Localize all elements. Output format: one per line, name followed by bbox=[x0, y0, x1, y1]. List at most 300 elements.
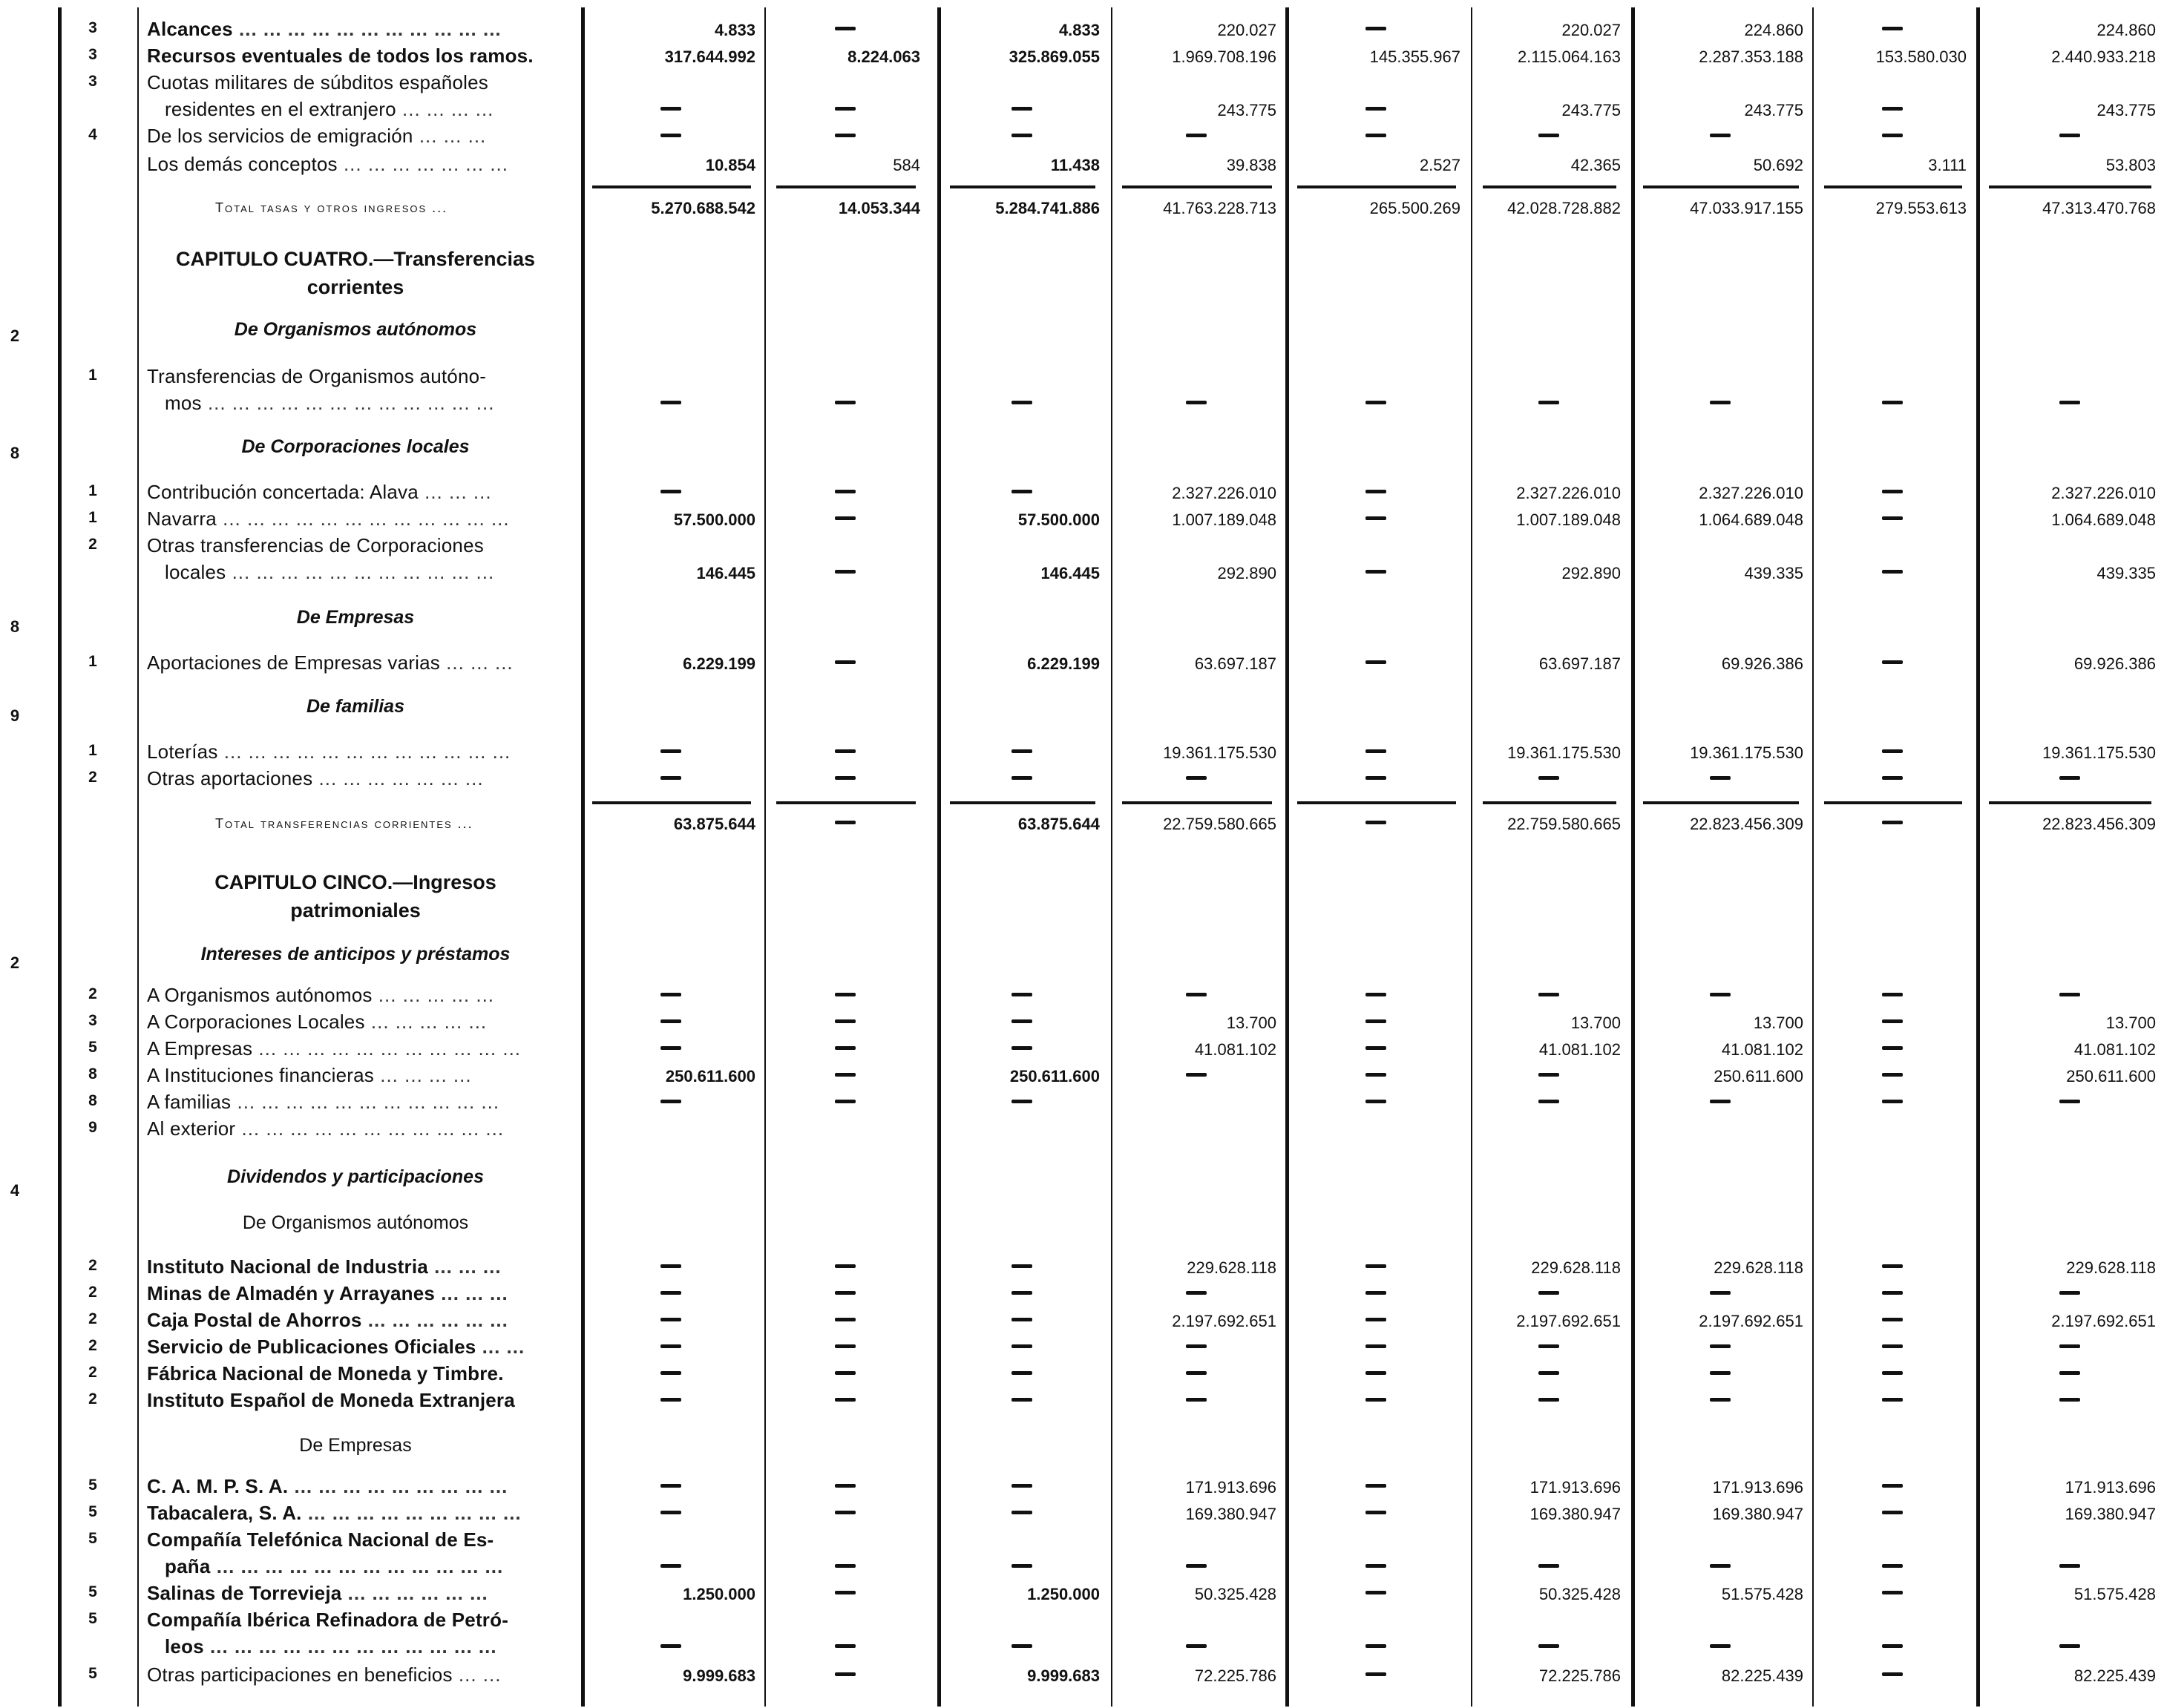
nil-dash bbox=[1365, 1291, 1386, 1295]
nil-dash bbox=[1882, 776, 1903, 780]
amount-cell: 63.697.187 bbox=[1194, 654, 1276, 673]
nil-dash bbox=[660, 1398, 681, 1402]
leader-dots: ... ... ... ... bbox=[374, 1064, 472, 1086]
leader-dots: ... ... ... ... ... ... ... ... ... bbox=[301, 1502, 522, 1524]
row-description bbox=[147, 508, 564, 531]
table-row bbox=[0, 1662, 2164, 1687]
total-rule bbox=[592, 801, 751, 804]
table-row bbox=[0, 1281, 2164, 1306]
nil-dash bbox=[1011, 1511, 1032, 1514]
row-description bbox=[147, 1582, 564, 1605]
amount-cell: 22.759.580.665 bbox=[1163, 815, 1276, 833]
table-row bbox=[0, 70, 2164, 95]
leader-dots: ... ... bbox=[476, 1336, 525, 1358]
table-row bbox=[0, 766, 2164, 791]
row-description-text: Recursos eventuales de todos los ramos. bbox=[147, 45, 534, 67]
rule-col-3 bbox=[937, 7, 941, 1707]
amount-cell: 41.081.102 bbox=[1194, 1040, 1276, 1059]
leader-dots: ... ... ... ... ... bbox=[372, 984, 495, 1006]
nil-dash bbox=[1011, 107, 1032, 111]
row-description-text: Compañía Telefónica Nacional de Es- bbox=[147, 1528, 494, 1551]
table-row bbox=[0, 1062, 2164, 1088]
leader-dots: ... ... ... ... ... ... ... ... ... ... ... ... bbox=[216, 508, 510, 530]
nil-dash bbox=[1710, 1291, 1731, 1295]
nil-dash bbox=[1186, 776, 1207, 780]
amount-cell: 1.007.189.048 bbox=[1172, 510, 1276, 529]
total-row bbox=[0, 194, 2164, 224]
amount-cell: 243.775 bbox=[1744, 101, 1803, 119]
table-row bbox=[0, 1334, 2164, 1359]
total-rule bbox=[1643, 185, 1799, 188]
amount-cell: 2.197.692.651 bbox=[1172, 1312, 1276, 1330]
nil-dash bbox=[1538, 1344, 1559, 1348]
row-description-text: Otras aportaciones bbox=[147, 767, 313, 789]
row-description bbox=[147, 534, 564, 557]
row-description bbox=[147, 45, 564, 68]
nil-dash bbox=[1710, 1371, 1731, 1375]
nil-dash bbox=[1365, 27, 1386, 30]
table-row bbox=[0, 559, 2164, 585]
leader-dots: ... ... ... ... ... ... ... bbox=[312, 767, 484, 789]
nil-dash bbox=[1882, 1318, 1903, 1321]
total-rule bbox=[950, 185, 1095, 188]
level-marker: 9 bbox=[10, 706, 20, 725]
row-description bbox=[147, 153, 564, 176]
row-code: 4 bbox=[88, 126, 97, 143]
row-description bbox=[147, 1528, 564, 1551]
nil-dash bbox=[1365, 401, 1386, 404]
nil-dash bbox=[1882, 749, 1903, 753]
nil-dash bbox=[660, 134, 681, 137]
amount-cell: 250.611.600 bbox=[1009, 1067, 1100, 1085]
amount-cell: 4.833 bbox=[1058, 21, 1100, 39]
amount-cell: 41.763.228.713 bbox=[1163, 199, 1276, 217]
nil-dash bbox=[1882, 993, 1903, 996]
nil-dash bbox=[660, 1264, 681, 1268]
amount-cell: 69.926.386 bbox=[2073, 654, 2156, 673]
nil-dash bbox=[1882, 1398, 1903, 1402]
total-rule bbox=[1483, 801, 1616, 804]
row-description-text: Minas de Almadén y Arrayanes bbox=[147, 1282, 436, 1304]
amount-cell: 229.628.118 bbox=[1187, 1258, 1276, 1277]
nil-dash bbox=[1710, 1344, 1731, 1348]
row-description bbox=[147, 1282, 564, 1305]
row-description bbox=[147, 1475, 564, 1498]
table-row bbox=[0, 1580, 2164, 1606]
leader-dots: ... ... ... ... ... ... ... ... ... ... ... bbox=[231, 1091, 500, 1113]
total-label: Total transferencias corrientes ... bbox=[215, 816, 473, 831]
row-code: 2 bbox=[88, 769, 97, 786]
total-rule bbox=[1989, 801, 2151, 804]
nil-dash bbox=[835, 1100, 856, 1103]
nil-dash bbox=[1882, 1672, 1903, 1676]
amount-cell: 6.229.199 bbox=[1027, 654, 1100, 673]
amount-cell: 8.224.063 bbox=[847, 47, 920, 66]
amount-cell: 19.361.175.530 bbox=[1507, 743, 1621, 762]
nil-dash bbox=[835, 1511, 856, 1514]
amount-cell: 229.628.118 bbox=[2066, 1258, 2156, 1277]
amount-cell: 220.027 bbox=[1217, 21, 1276, 39]
level-marker: 8 bbox=[10, 444, 20, 462]
nil-dash bbox=[1186, 1564, 1207, 1568]
nil-dash bbox=[835, 1073, 856, 1077]
nil-dash bbox=[1186, 1291, 1207, 1295]
amount-cell: 42.365 bbox=[1570, 156, 1621, 174]
row-code: 3 bbox=[88, 19, 97, 36]
amount-cell: 4.833 bbox=[714, 21, 755, 39]
amount-cell: 47.033.917.155 bbox=[1690, 199, 1803, 217]
amount-cell: 250.611.600 bbox=[665, 1067, 755, 1085]
rule-col-1 bbox=[581, 7, 585, 1707]
nil-dash bbox=[2059, 1644, 2080, 1648]
nil-dash bbox=[1011, 1264, 1032, 1268]
nil-dash bbox=[835, 1591, 856, 1594]
leader-dots: ... ... ... ... bbox=[396, 98, 494, 120]
amount-cell: 439.335 bbox=[2096, 564, 2156, 582]
nil-dash bbox=[1710, 1644, 1731, 1648]
total-rule bbox=[592, 185, 751, 188]
nil-dash bbox=[1365, 1318, 1386, 1321]
nil-dash bbox=[1186, 1644, 1207, 1648]
nil-dash bbox=[1011, 1644, 1032, 1648]
nil-dash bbox=[2059, 776, 2080, 780]
row-description bbox=[147, 1037, 564, 1060]
nil-dash bbox=[1882, 516, 1903, 520]
table-row bbox=[0, 390, 2164, 415]
row-code: 8 bbox=[88, 1092, 97, 1109]
rule-col-5 bbox=[1285, 7, 1289, 1707]
table-row bbox=[0, 1036, 2164, 1061]
amount-cell: 243.775 bbox=[2096, 101, 2156, 119]
amount-cell: 3.111 bbox=[1928, 156, 1967, 174]
nil-dash bbox=[2059, 1398, 2080, 1402]
table-row bbox=[0, 739, 2164, 764]
amount-cell: 2.327.226.010 bbox=[1699, 484, 1803, 502]
amount-cell: 325.869.055 bbox=[1009, 47, 1100, 66]
row-description-text: residentes en el extranjero bbox=[165, 98, 396, 120]
nil-dash bbox=[1710, 1398, 1731, 1402]
amount-cell: 5.284.741.886 bbox=[995, 199, 1100, 217]
leader-dots: ... ... ... ... ... ... ... ... ... ... ... bbox=[226, 561, 495, 583]
row-description bbox=[147, 740, 564, 763]
table-row bbox=[0, 1474, 2164, 1499]
row-description-text: A Corporaciones Locales bbox=[147, 1011, 365, 1033]
leader-dots: ... ... ... bbox=[418, 481, 492, 503]
nil-dash bbox=[835, 570, 856, 574]
nil-dash bbox=[1882, 1644, 1903, 1648]
total-rule bbox=[1824, 801, 1962, 804]
amount-cell: 22.823.456.309 bbox=[2042, 815, 2156, 833]
table-row bbox=[0, 1254, 2164, 1279]
nil-dash bbox=[1882, 1046, 1903, 1050]
amount-cell: 50.692 bbox=[1753, 156, 1803, 174]
nil-dash bbox=[660, 749, 681, 753]
amount-cell: 171.913.696 bbox=[2065, 1478, 2156, 1497]
nil-dash bbox=[1882, 821, 1903, 824]
amount-cell: 584 bbox=[893, 156, 920, 174]
amount-cell: 317.644.992 bbox=[664, 47, 755, 66]
nil-dash bbox=[1882, 1564, 1903, 1568]
nil-dash bbox=[835, 993, 856, 996]
chapter-four-title-line1: CAPITULO CUATRO.—Transferencias bbox=[175, 248, 536, 270]
table-row bbox=[0, 1361, 2164, 1386]
nil-dash bbox=[2059, 1371, 2080, 1375]
amount-cell: 39.838 bbox=[1226, 156, 1276, 174]
row-description-text: paña bbox=[165, 1555, 211, 1577]
nil-dash bbox=[1011, 1019, 1032, 1023]
row-description bbox=[147, 125, 564, 148]
level-marker: 2 bbox=[10, 326, 20, 345]
leader-dots: ... ... ... ... ... ... ... ... ... ... ... bbox=[232, 18, 502, 40]
row-description-text: Otras participaciones en beneficios bbox=[147, 1663, 453, 1686]
nil-dash bbox=[1538, 1073, 1559, 1077]
amount-cell: 51.575.428 bbox=[1721, 1585, 1803, 1603]
amount-cell: 51.575.428 bbox=[2073, 1585, 2156, 1603]
nil-dash bbox=[835, 1398, 856, 1402]
nil-dash bbox=[1365, 1484, 1386, 1488]
amount-cell: 2.327.226.010 bbox=[2051, 484, 2156, 502]
amount-cell: 2.327.226.010 bbox=[1516, 484, 1621, 502]
amount-cell: 224.860 bbox=[1744, 21, 1803, 39]
row-description-text: Alcances bbox=[147, 18, 233, 40]
leader-dots: ... ... ... ... ... ... ... ... ... ... ... bbox=[235, 1117, 505, 1140]
amount-cell: 2.440.933.218 bbox=[2051, 47, 2156, 66]
amount-cell: 19.361.175.530 bbox=[2042, 743, 2156, 762]
amount-cell: 5.270.688.542 bbox=[651, 199, 755, 217]
table-row bbox=[0, 96, 2164, 122]
row-code: 5 bbox=[88, 1503, 97, 1520]
nil-dash bbox=[1186, 1073, 1207, 1077]
nil-dash bbox=[2059, 401, 2080, 404]
row-description-text: mos bbox=[165, 392, 202, 414]
nil-dash bbox=[1365, 1371, 1386, 1375]
row-description bbox=[165, 1555, 564, 1578]
amount-cell: 2.527 bbox=[1419, 156, 1460, 174]
rule-col-4 bbox=[1111, 7, 1112, 1707]
nil-dash bbox=[1882, 1484, 1903, 1488]
row-description bbox=[147, 71, 564, 94]
amount-cell: 1.007.189.048 bbox=[1516, 510, 1621, 529]
total-rule bbox=[776, 185, 916, 188]
row-description-text: Servicio de Publicaciones Oficiales bbox=[147, 1336, 476, 1358]
row-description-text: Instituto Nacional de Industria bbox=[147, 1255, 428, 1278]
rule-col-8 bbox=[1812, 7, 1814, 1707]
amount-cell: 50.325.428 bbox=[1538, 1585, 1621, 1603]
row-code: 5 bbox=[88, 1583, 97, 1600]
row-description bbox=[147, 365, 564, 388]
nil-dash bbox=[1186, 134, 1207, 137]
nil-dash bbox=[1365, 1644, 1386, 1648]
amount-cell: 9.999.683 bbox=[1027, 1666, 1100, 1685]
nil-dash bbox=[835, 490, 856, 493]
nil-dash bbox=[660, 1484, 681, 1488]
subheading-dividendos: Dividendos y participaciones bbox=[227, 1166, 484, 1187]
nil-dash bbox=[1011, 749, 1032, 753]
leader-dots: ... ... ... bbox=[427, 1255, 502, 1278]
nil-dash bbox=[1882, 1344, 1903, 1348]
leader-dots: ... ... ... ... ... ... ... ... ... ... ... ... bbox=[210, 1555, 504, 1577]
leader-dots: ... ... ... ... ... ... bbox=[361, 1309, 508, 1331]
nil-dash bbox=[1710, 1100, 1731, 1103]
amount-cell: 2.115.064.163 bbox=[1517, 47, 1621, 66]
nil-dash bbox=[1882, 1100, 1903, 1103]
row-description bbox=[147, 984, 564, 1007]
leader-dots: ... ... ... bbox=[439, 651, 514, 674]
amount-cell: 229.628.118 bbox=[1531, 1258, 1621, 1277]
nil-dash bbox=[835, 401, 856, 404]
table-row bbox=[0, 364, 2164, 389]
total-rule bbox=[776, 801, 916, 804]
row-code: 2 bbox=[88, 1364, 97, 1381]
nil-dash bbox=[1538, 993, 1559, 996]
row-code: 2 bbox=[88, 985, 97, 1002]
row-description-text: Tabacalera, S. A. bbox=[147, 1502, 302, 1524]
nil-dash bbox=[1710, 776, 1731, 780]
nil-dash bbox=[835, 516, 856, 520]
chapter-four-title bbox=[147, 245, 564, 301]
amount-cell: 169.380.947 bbox=[1712, 1505, 1803, 1523]
row-code: 1 bbox=[88, 742, 97, 759]
nil-dash bbox=[1538, 1564, 1559, 1568]
chapter-five-title-line2: patrimoniales bbox=[290, 899, 421, 922]
table-row bbox=[0, 151, 2164, 177]
nil-dash bbox=[1011, 993, 1032, 996]
nil-dash bbox=[835, 821, 856, 824]
nil-dash bbox=[1882, 1019, 1903, 1023]
amount-cell: 2.287.353.188 bbox=[1699, 47, 1803, 66]
amount-cell: 13.700 bbox=[1753, 1014, 1803, 1032]
nil-dash bbox=[660, 776, 681, 780]
amount-cell: 41.081.102 bbox=[2073, 1040, 2156, 1059]
nil-dash bbox=[1538, 776, 1559, 780]
row-description bbox=[147, 1309, 564, 1332]
row-description bbox=[165, 392, 564, 415]
row-description-text: Salinas de Torrevieja bbox=[147, 1582, 342, 1604]
table-row bbox=[0, 506, 2164, 531]
row-description-text: Contribución concertada: Alava bbox=[147, 481, 419, 503]
nil-dash bbox=[1186, 993, 1207, 996]
row-code: 2 bbox=[88, 1337, 97, 1354]
subheading-dividendos-organismos: De Organismos autónomos bbox=[242, 1212, 469, 1233]
nil-dash bbox=[835, 1344, 856, 1348]
row-description bbox=[147, 1502, 564, 1525]
nil-dash bbox=[1011, 776, 1032, 780]
total-rule bbox=[1297, 185, 1456, 188]
row-description bbox=[147, 767, 564, 790]
leader-dots: ... ... ... bbox=[435, 1282, 508, 1304]
amount-cell: 169.380.947 bbox=[2065, 1505, 2156, 1523]
nil-dash bbox=[1365, 107, 1386, 111]
table-row bbox=[0, 1009, 2164, 1034]
amount-cell: 243.775 bbox=[1217, 101, 1276, 119]
row-code: 2 bbox=[88, 1390, 97, 1408]
leader-dots: ... ... ... ... ... ... ... ... ... ... ... ... bbox=[217, 740, 511, 763]
leader-dots: ... ... ... ... ... ... ... ... ... ... ... ... bbox=[201, 392, 495, 414]
amount-cell: 19.361.175.530 bbox=[1690, 743, 1803, 762]
nil-dash bbox=[835, 1019, 856, 1023]
nil-dash bbox=[1365, 1398, 1386, 1402]
nil-dash bbox=[1365, 749, 1386, 753]
rule-col-desc bbox=[137, 7, 139, 1707]
row-code: 5 bbox=[88, 1039, 97, 1056]
amount-cell: 6.229.199 bbox=[683, 654, 755, 673]
nil-dash bbox=[1011, 1371, 1032, 1375]
leader-dots: ... ... ... ... ... ... ... ... ... ... ... bbox=[252, 1037, 522, 1060]
nil-dash bbox=[1365, 660, 1386, 664]
nil-dash bbox=[2059, 1100, 2080, 1103]
amount-cell: 171.913.696 bbox=[1712, 1478, 1803, 1497]
rule-col-code bbox=[58, 7, 62, 1707]
amount-cell: 41.081.102 bbox=[1721, 1040, 1803, 1059]
total-label: Total tasas y otros ingresos ... bbox=[215, 200, 448, 215]
nil-dash bbox=[1365, 134, 1386, 137]
leader-dots: ... ... ... bbox=[413, 125, 487, 147]
nil-dash bbox=[1882, 27, 1903, 30]
amount-cell: 1.064.689.048 bbox=[1699, 510, 1803, 529]
nil-dash bbox=[1365, 490, 1386, 493]
row-description-text: Aportaciones de Empresas varias bbox=[147, 651, 440, 674]
amount-cell: 10.854 bbox=[705, 156, 755, 174]
row-description bbox=[147, 1609, 564, 1632]
nil-dash bbox=[1882, 401, 1903, 404]
row-code: 1 bbox=[88, 367, 97, 384]
nil-dash bbox=[1365, 1046, 1386, 1050]
amount-cell: 2.197.692.651 bbox=[1516, 1312, 1621, 1330]
row-code: 2 bbox=[88, 536, 97, 553]
total-rule bbox=[950, 801, 1095, 804]
amount-cell: 224.860 bbox=[2096, 21, 2156, 39]
nil-dash bbox=[660, 1046, 681, 1050]
row-description bbox=[147, 1255, 564, 1278]
row-description bbox=[147, 1336, 564, 1359]
nil-dash bbox=[2059, 1344, 2080, 1348]
row-description-text: A familias bbox=[147, 1091, 232, 1113]
leader-dots: ... ... ... ... ... ... bbox=[341, 1582, 488, 1604]
nil-dash bbox=[835, 1371, 856, 1375]
amount-cell: 229.628.118 bbox=[1714, 1258, 1803, 1277]
amount-cell: 243.775 bbox=[1561, 101, 1621, 119]
subheading-corporaciones: De Corporaciones locales bbox=[241, 436, 470, 457]
amount-cell: 146.445 bbox=[696, 564, 755, 582]
amount-cell: 11.438 bbox=[1050, 156, 1100, 174]
nil-dash bbox=[660, 1100, 681, 1103]
table-row bbox=[0, 1607, 2164, 1632]
row-description bbox=[165, 98, 564, 121]
nil-dash bbox=[1186, 1371, 1207, 1375]
amount-cell: 57.500.000 bbox=[1017, 510, 1100, 529]
nil-dash bbox=[835, 1046, 856, 1050]
table-row bbox=[0, 1500, 2164, 1525]
amount-cell: 1.250.000 bbox=[1027, 1585, 1100, 1603]
amount-cell: 13.700 bbox=[1570, 1014, 1621, 1032]
row-code: 2 bbox=[88, 1310, 97, 1327]
nil-dash bbox=[660, 1291, 681, 1295]
level-marker: 8 bbox=[10, 617, 20, 636]
amount-cell: 1.969.708.196 bbox=[1172, 47, 1276, 66]
nil-dash bbox=[835, 749, 856, 753]
amount-cell: 169.380.947 bbox=[1529, 1505, 1621, 1523]
subheading-empresas: De Empresas bbox=[296, 607, 415, 628]
row-code: 1 bbox=[88, 482, 97, 499]
nil-dash bbox=[2059, 993, 2080, 996]
nil-dash bbox=[1882, 134, 1903, 137]
row-description bbox=[147, 1064, 564, 1087]
nil-dash bbox=[1365, 993, 1386, 996]
nil-dash bbox=[835, 1644, 856, 1648]
nil-dash bbox=[1538, 1371, 1559, 1375]
nil-dash bbox=[835, 660, 856, 664]
row-code: 2 bbox=[88, 1284, 97, 1301]
